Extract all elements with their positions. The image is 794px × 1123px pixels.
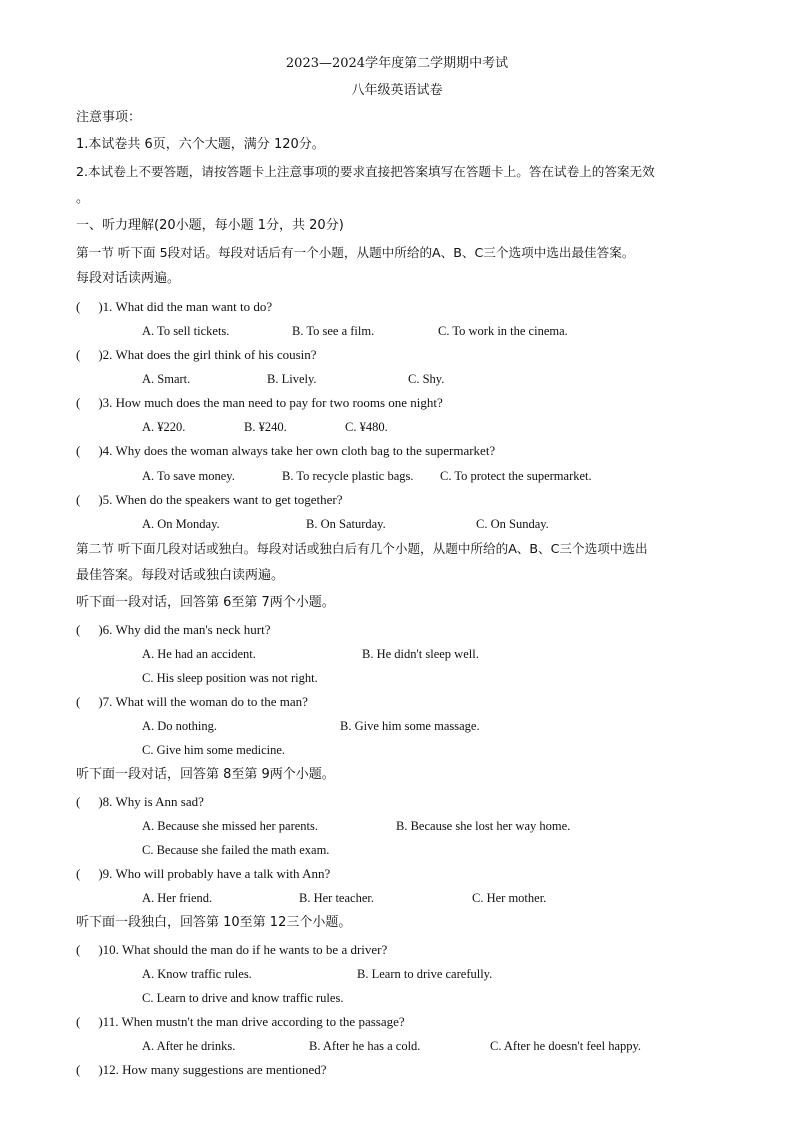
part1-instruction-line2: 每段对话读两遍。 <box>76 271 181 286</box>
question-8-option-c: C. Because she failed the math exam. <box>142 843 330 857</box>
question-10-stem: )10. What should the man do if he wants to be a driver? <box>98 942 388 957</box>
part1-instruction-line1: 第一节 听下面 5段对话。每段对话后有一个小题，从题中所给的A、B、C三个选项中选出最佳答案。 <box>76 245 635 260</box>
question-11-option-a: A. After he drinks. <box>142 1039 236 1053</box>
question-8: ( )8. Why is Ann sad? <box>76 794 204 809</box>
notes-item-2: 2.本试卷上不要答题，请按答题卡上注意事项的要求直接把答案填写在答题卡上。答在试卷上的答案无效 <box>76 164 655 179</box>
intro-questions-6-7: 听下面一段对话，回答第 6至第 7两个小题。 <box>76 595 335 610</box>
notes-item-1: 1.本试卷共 6页，六个大题，满分 120分。 <box>76 137 325 152</box>
question-3-option-b: B. ¥240. <box>244 420 287 434</box>
question-2-option-a: A. Smart. <box>142 372 191 386</box>
question-9-option-b: B. Her teacher. <box>299 891 374 905</box>
question-8-option-b: B. Because she lost her way home. <box>396 819 571 833</box>
section-heading-listening: 一、听力理解(20小题，每小题 1分，共 20分) <box>76 218 344 233</box>
question-11-option-b: B. After he has a cold. <box>309 1039 421 1053</box>
question-12: ( )12. How many suggestions are mentioned? <box>76 1062 327 1077</box>
question-9-option-a: A. Her friend. <box>142 891 213 905</box>
question-9-option-c: C. Her mother. <box>472 891 547 905</box>
question-10-option-c: C. Learn to drive and know traffic rules. <box>142 991 344 1005</box>
question-6: ( )6. Why did the man's neck hurt? <box>76 622 271 637</box>
notes-item-2-tail: 。 <box>76 191 90 206</box>
question-7-option-b: B. Give him some massage. <box>340 719 480 733</box>
part2-instruction-line2: 最佳答案。每段对话或独白读两遍。 <box>76 568 285 583</box>
question-7: ( )7. What will the woman do to the man? <box>76 694 308 709</box>
question-10-option-b: B. Learn to drive carefully. <box>357 967 493 981</box>
question-1: ( )1. What did the man want to do? <box>76 299 273 314</box>
question-10-option-a: A. Know traffic rules. <box>142 967 252 981</box>
question-1-stem: )1. What did the man want to do? <box>98 299 273 314</box>
question-2-option-b: B. Lively. <box>267 372 317 386</box>
question-6-option-c: C. His sleep position was not right. <box>142 671 318 685</box>
question-5-stem: )5. When do the speakers want to get together? <box>98 492 343 507</box>
question-4-stem: )4. Why does the woman always take her own cloth bag to the supermarket? <box>98 443 496 458</box>
question-1-option-b: B. To see a film. <box>292 324 375 338</box>
question-11-option-c: C. After he doesn't feel happy. <box>490 1039 642 1053</box>
question-7-option-a: A. Do nothing. <box>142 719 217 733</box>
question-3-option-c: C. ¥480. <box>345 420 388 434</box>
question-7-stem: )7. What will the woman do to the man? <box>98 694 308 709</box>
question-4-option-c: C. To protect the supermarket. <box>440 469 592 483</box>
intro-questions-10-12: 听下面一段独白，回答第 10至第 12三个小题。 <box>76 915 352 930</box>
question-3-option-a: A. ¥220. <box>142 420 186 434</box>
question-3-stem: )3. How much does the man need to pay for two rooms one night? <box>98 395 443 410</box>
question-3: ( )3. How much does the man need to pay for two rooms one night? <box>76 395 443 410</box>
notes-heading: 注意事项： <box>76 110 142 125</box>
question-4-option-b: B. To recycle plastic bags. <box>282 469 414 483</box>
question-11: ( )11. When mustn't the man drive according to the passage? <box>76 1014 405 1029</box>
question-8-option-a: A. Because she missed her parents. <box>142 819 318 833</box>
question-12-stem: )12. How many suggestions are mentioned? <box>98 1062 327 1077</box>
question-4-option-a: A. To save money. <box>142 469 235 483</box>
question-6-option-b: B. He didn't sleep well. <box>362 647 479 661</box>
question-10: ( )10. What should the man do if he wants to be a driver? <box>76 942 388 957</box>
question-1-option-a: A. To sell tickets. <box>142 324 230 338</box>
question-5-option-a: A. On Monday. <box>142 517 220 531</box>
part2-instruction-line1: 第二节 听下面几段对话或独白。每段对话或独白后有几个小题，从题中所给的A、B、C三个选项中选出 <box>76 541 648 556</box>
question-6-stem: )6. Why did the man's neck hurt? <box>98 622 271 637</box>
intro-questions-8-9: 听下面一段对话，回答第 8至第 9两个小题。 <box>76 767 335 782</box>
question-2: ( )2. What does the girl think of his cousin? <box>76 347 317 362</box>
question-9: ( )9. Who will probably have a talk with Ann? <box>76 866 331 881</box>
question-2-option-c: C. Shy. <box>408 372 445 386</box>
exam-subtitle: 八年级英语试卷 <box>351 83 443 98</box>
question-2-stem: )2. What does the girl think of his cousin? <box>98 347 317 362</box>
exam-title: 2023—2024学年度第二学期期中考试 <box>285 56 509 71</box>
question-1-option-c: C. To work in the cinema. <box>438 324 568 338</box>
question-5: ( )5. When do the speakers want to get together? <box>76 492 343 507</box>
question-4: ( )4. Why does the woman always take her own cloth bag to the supermarket? <box>76 443 496 458</box>
question-9-stem: )9. Who will probably have a talk with Ann? <box>98 866 331 881</box>
question-5-option-c: C. On Sunday. <box>476 517 549 531</box>
question-11-stem: )11. When mustn't the man drive according to the passage? <box>98 1014 405 1029</box>
question-5-option-b: B. On Saturday. <box>306 517 386 531</box>
question-8-stem: )8. Why is Ann sad? <box>98 794 204 809</box>
question-7-option-c: C. Give him some medicine. <box>142 743 286 757</box>
question-6-option-a: A. He had an accident. <box>142 647 256 661</box>
